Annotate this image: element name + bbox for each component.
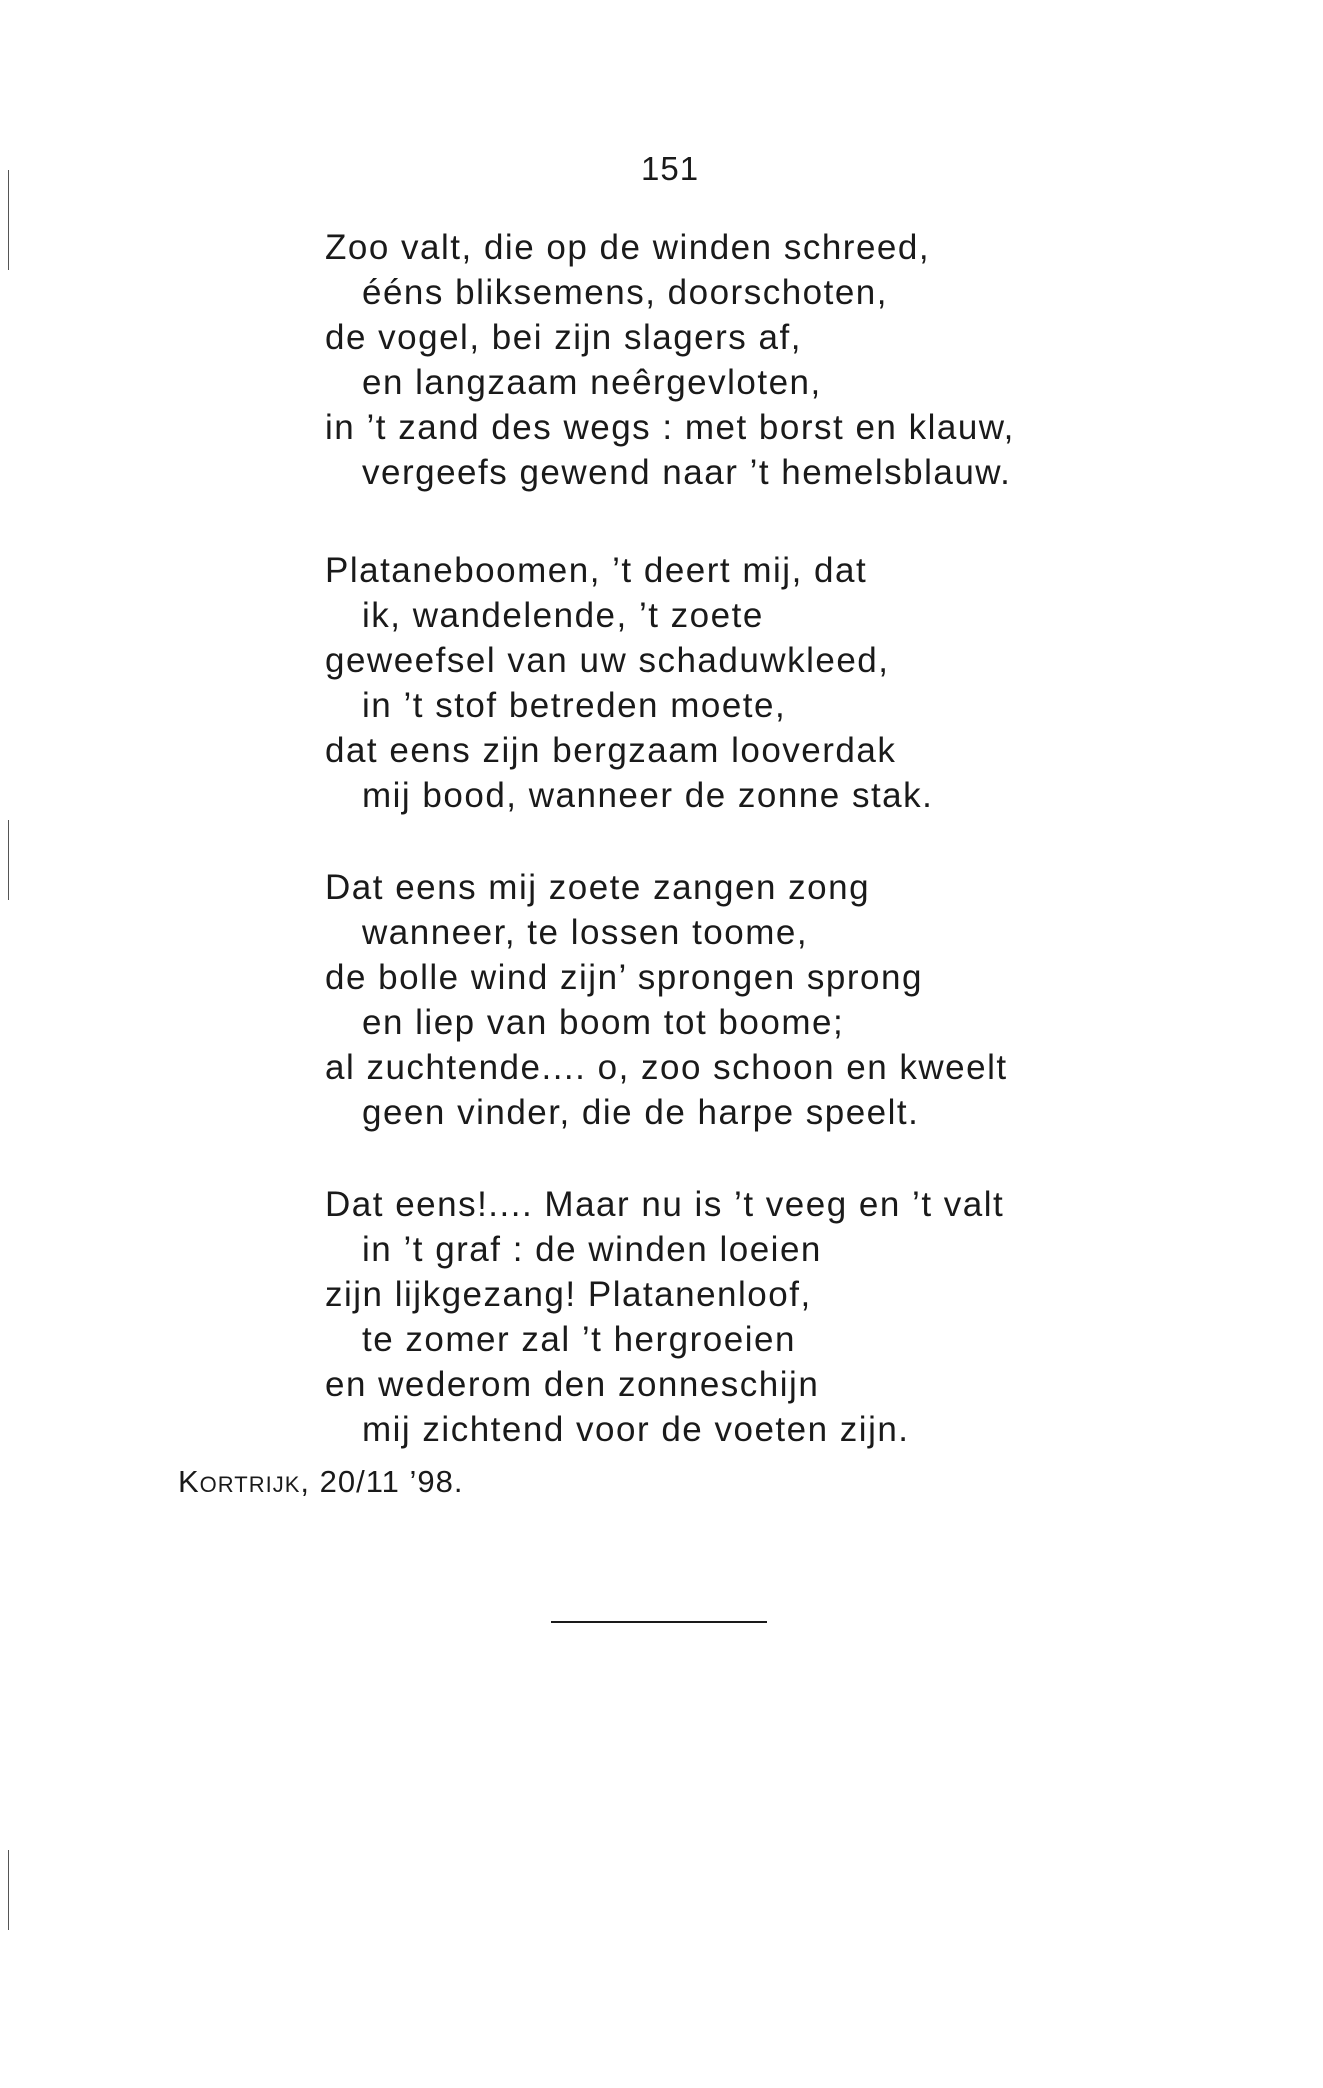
- poem-line: dat eens zijn bergzaam looverdak: [325, 731, 897, 770]
- page-number: 151: [641, 150, 700, 187]
- poem-line: Dat eens mij zoete zangen zong: [325, 868, 871, 907]
- scan-margin-mark: [8, 170, 9, 270]
- poem-line: en langzaam neêrgevloten,: [362, 363, 822, 402]
- poem-line: geen vinder, die de harpe speelt.: [362, 1093, 920, 1132]
- poem-line: al zuchtende.... o, zoo schoon en kweelt: [325, 1048, 1008, 1087]
- poem-line: en wederom den zonneschijn: [325, 1365, 820, 1404]
- poem-line: in ’t stof betreden moete,: [362, 686, 787, 725]
- poem-line: wanneer, te lossen toome,: [362, 913, 809, 952]
- poem-line: de bolle wind zijn’ sprongen sprong: [325, 958, 923, 997]
- closing-rule: [551, 1621, 767, 1623]
- stanza-2: [325, 548, 1125, 818]
- poem-line: Plataneboomen, ’t deert mij, dat: [325, 551, 868, 590]
- poem-line: Dat eens!.... Maar nu is ’t veeg en ’t valt: [325, 1185, 1005, 1224]
- stanza-3: [325, 865, 1125, 1135]
- poem-line: en liep van boom tot boome;: [362, 1003, 845, 1042]
- place-date-signature: Kortrijk, 20/11 ’98.: [178, 1464, 464, 1499]
- stanza-4: [325, 1182, 1125, 1452]
- poem-line: ik, wandelende, ’t zoete: [362, 596, 764, 635]
- poem-line: zijn lijkgezang! Platanenloof,: [325, 1275, 812, 1314]
- poem-line: geweefsel van uw schaduwkleed,: [325, 641, 890, 680]
- poem-line: de vogel, bei zijn slagers af,: [325, 318, 802, 357]
- poem-line: mij bood, wanneer de zonne stak.: [362, 776, 934, 815]
- poem-line: ééns bliksemens, doorschoten,: [362, 273, 888, 312]
- poem-line: vergeefs gewend naar ’t hemelsblauw.: [362, 453, 1012, 492]
- poem-line: mij zichtend voor de voeten zijn.: [362, 1410, 910, 1449]
- poem-line: Zoo valt, die op de winden schreed,: [325, 228, 931, 267]
- poem-line: te zomer zal ’t hergroeien: [362, 1320, 796, 1359]
- stanza-1: [325, 225, 1125, 495]
- poem-line: in ’t graf : de winden loeien: [362, 1230, 822, 1269]
- scan-margin-mark: [8, 820, 9, 900]
- poem-line: in ’t zand des wegs : met borst en klauw,: [325, 408, 1015, 447]
- scan-margin-mark: [8, 1850, 9, 1930]
